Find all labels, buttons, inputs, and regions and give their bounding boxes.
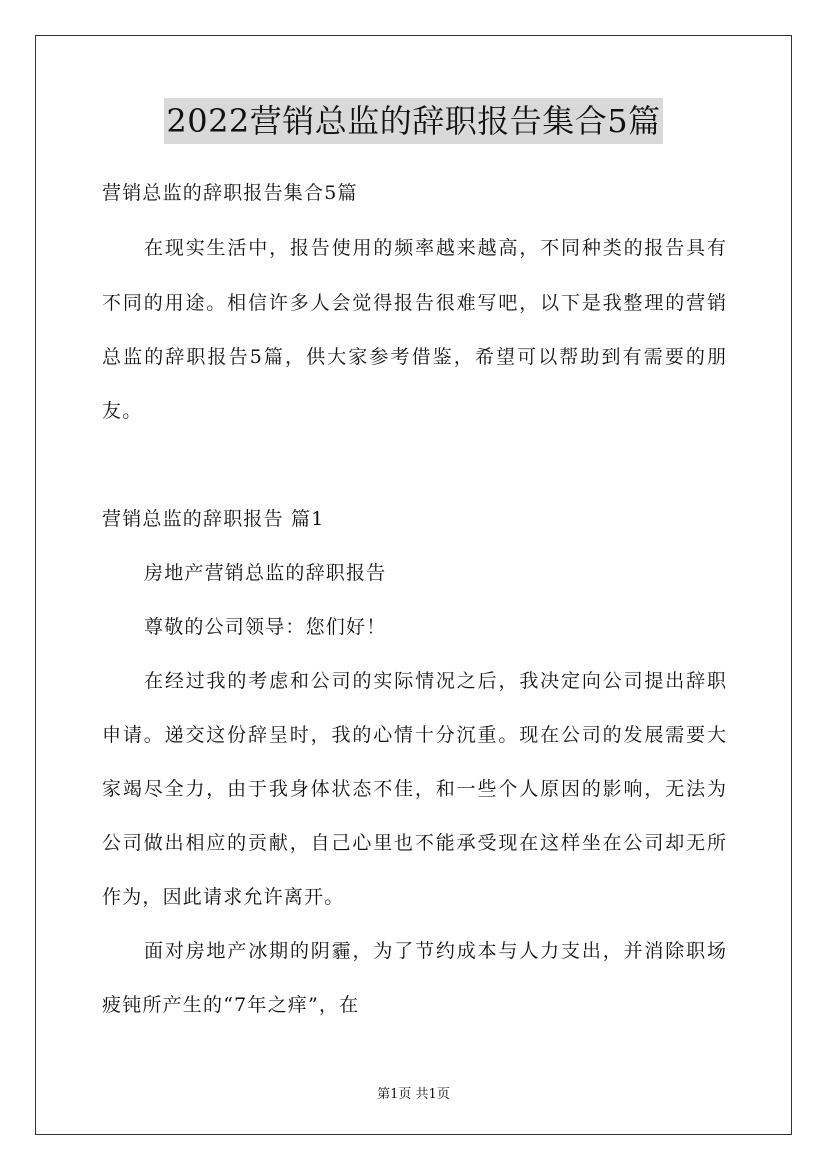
para1-line-4: 公司做出相应的贡献，自己心里也不能承受现在这样坐在公司却无所 [102, 832, 726, 854]
para1-line-2: 申请。递交这份辞呈时，我的心情十分沉重。现在公司的发展需要大 [102, 724, 726, 746]
para2-line-2: 疲钝所产生的“7年之痒”，在 [102, 994, 360, 1016]
para1-line-5: 作为，因此请求允许离开。 [102, 886, 345, 908]
intro-line-3: 总监的辞职报告5篇，供大家参考借鉴，希望可以帮助到有需要的朋 [102, 346, 726, 368]
para1-line-3: 家竭尽全力，由于我身体状态不佳，和一些个人原因的影响，无法为 [102, 778, 726, 800]
intro-line-2: 不同的用途。相信许多人会觉得报告很难写吧，以下是我整理的营销 [102, 292, 726, 314]
para1-line-1: 在经过我的考虑和公司的实际情况之后，我决定向公司提出辞职 [144, 670, 726, 692]
title-container [0, 98, 827, 144]
section-heading: 营销总监的辞职报告 篇1 [102, 508, 325, 530]
document-subtitle: 营销总监的辞职报告集合5篇 [102, 182, 358, 204]
page-footer: 第1页 共1页 [377, 1087, 450, 1102]
section-title: 房地产营销总监的辞职报告 [144, 562, 387, 584]
salutation: 尊敬的公司领导：您们好！ [144, 616, 387, 638]
para2-line-1: 面对房地产冰期的阴霾，为了节约成本与人力支出，并消除职场 [144, 940, 726, 962]
intro-line-1: 在现实生活中，报告使用的频率越来越高，不同种类的报告具有 [144, 237, 726, 259]
intro-line-4: 友。 [102, 400, 143, 422]
document-title: 2022营销总监的辞职报告集合5篇 [164, 98, 662, 144]
